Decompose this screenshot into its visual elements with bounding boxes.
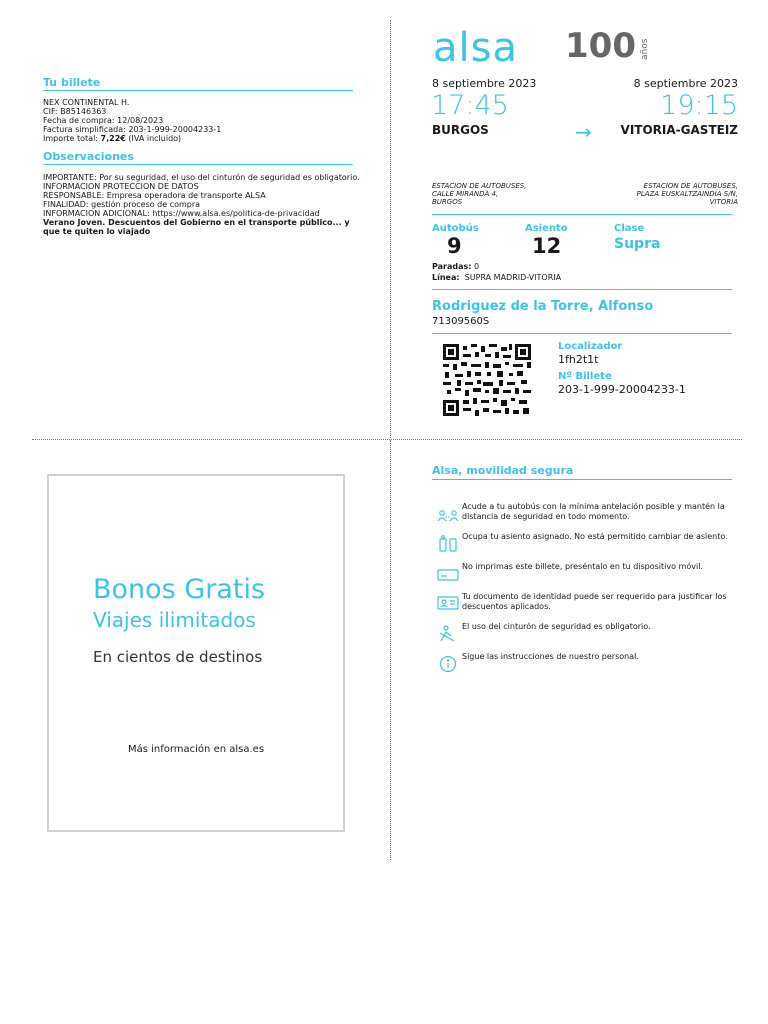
class-value: Supra: [614, 236, 661, 252]
alsa-logo: [433, 30, 549, 66]
ticket-info-details: [43, 98, 363, 143]
stops-value: 0: [474, 262, 480, 271]
anniversary-subtext: años: [640, 38, 650, 60]
bus-rule: [432, 289, 732, 290]
line-label: Línea:: [432, 273, 460, 282]
arrival-city: VITORIA-GASTEIZ: [620, 123, 738, 137]
alsa-logo-text: alsa: [433, 30, 518, 66]
seat-label: Asiento: [525, 223, 568, 234]
observation-line: RESPONSABLE: Empresa operadora de transporte ALSA: [43, 191, 266, 200]
station-line: ESTACION DE AUTOBUSES,: [643, 182, 738, 190]
total-suffix: (IVA incluido): [125, 134, 182, 143]
safety-item-text: Acude a tu autobús con la mínima antelación posible y mantén la distancia de seguridad en todo momento.: [462, 502, 725, 521]
promo-box: [47, 474, 345, 832]
station-line: PLAZA EUSKALTZAINDIA S/N,: [636, 190, 738, 198]
observations-text: [43, 173, 363, 236]
ticket-icon: [437, 566, 459, 584]
arrival-station: [558, 182, 738, 206]
departure-city: BURGOS: [432, 123, 489, 137]
safety-title: Alsa, movilidad segura: [432, 464, 574, 477]
safety-item-text: No imprimas este billete, preséntalo en tu dispositivo móvil.: [462, 562, 703, 571]
fold-line-vertical-top: [390, 20, 391, 438]
line-row: [432, 273, 561, 282]
ticket-info-line: NEX CONTINENTAL H.: [43, 98, 130, 107]
class-label: Clase: [614, 223, 645, 234]
promo-title: Bonos Gratis: [93, 574, 266, 605]
station-line: CALLE MIRANDA 4,: [432, 190, 499, 198]
observation-line: IMPORTANTE: Por su seguridad, el uso del cinturón de seguridad es obligatorio.: [43, 173, 360, 182]
ticket-info-title: Tu billete: [43, 76, 101, 89]
observation-line: INFORMACION ADICIONAL: https://www.alsa.es/politica-de-privacidad: [43, 209, 320, 218]
ticket-info-line: Factura simplificada: 203-1-999-20004233-1: [43, 125, 222, 134]
observations-title: Observaciones: [43, 150, 134, 163]
safety-item-text: Tu documento de identidad puede ser requerido para justificar los descuentos aplicados.: [462, 592, 727, 611]
line-value: SUPRA MADRID-VITORIA: [464, 273, 562, 282]
arrival-time: 19:15: [660, 90, 738, 121]
departure-date: 8 septiembre 2023: [432, 77, 537, 90]
qr-code: [443, 344, 531, 416]
fold-line-vertical-bottom: [390, 440, 391, 860]
observation-bold-note: Verano Joven. Descuentos del Gobierno en el transporte público... y que te quiten lo viajado: [43, 218, 350, 236]
observation-line: FINALIDAD: gestión proceso de compra: [43, 200, 201, 209]
seatbelt-icon: [437, 625, 459, 643]
stops-row: [432, 262, 479, 271]
total-label: Importe total:: [43, 134, 101, 143]
trip-rule: [432, 214, 732, 215]
promo-tagline: En cientos de destinos: [93, 648, 263, 666]
ticket-number-value: 203-1-999-20004233-1: [558, 383, 686, 396]
ticket-info-rule: [43, 90, 353, 91]
stops-label: Paradas:: [432, 262, 472, 271]
ticket-info-line: Fecha de compra: 12/08/2023: [43, 116, 164, 125]
seat-icon: [437, 535, 459, 553]
arrow-right-icon: →: [575, 120, 592, 144]
station-line: ESTACION DE AUTOBUSES,: [432, 182, 527, 190]
total-value: 7,22€: [100, 134, 126, 143]
departure-time: 17:45: [431, 90, 509, 121]
info-icon: [437, 655, 459, 673]
safety-rule: [432, 479, 732, 480]
seat-value: 12: [532, 234, 562, 258]
bus-label: Autobús: [432, 223, 479, 234]
safety-item-text: El uso del cinturón de seguridad es obligatorio.: [462, 622, 651, 631]
locator-value: 1fh2t1t: [558, 353, 599, 366]
locator-label: Localizador: [558, 341, 623, 352]
ticket-total: [43, 134, 363, 143]
observations-rule: [43, 164, 353, 165]
distance-icon: [437, 507, 459, 525]
passenger-id: 71309560S: [432, 316, 490, 327]
arrival-date: 8 septiembre 2023: [633, 77, 738, 90]
ticket-info-line: CIF: B85146363: [43, 107, 107, 116]
observation-line: INFORMACION PROTECCION DE DATOS: [43, 182, 199, 191]
station-line: BURGOS: [432, 198, 463, 206]
fold-line-horizontal: [32, 439, 742, 440]
anniversary-number: 100: [565, 26, 636, 66]
passenger-rule: [432, 333, 732, 334]
id-card-icon: [437, 594, 459, 612]
safety-item-text: Ocupa tu asiento asignado. No está permitido cambiar de asiento.: [462, 532, 728, 541]
bus-value: 9: [447, 234, 462, 258]
promo-subtitle: Viajes ilimitados: [93, 608, 256, 632]
safety-item-text: Sigue las instrucciones de nuestro personal.: [462, 652, 639, 661]
passenger-name: Rodriguez de la Torre, Alfonso: [432, 299, 654, 314]
promo-more-info: Más información en alsa.es: [127, 744, 265, 755]
station-line: VITORIA: [709, 198, 738, 206]
ticket-number-label: Nº Billete: [558, 371, 612, 382]
